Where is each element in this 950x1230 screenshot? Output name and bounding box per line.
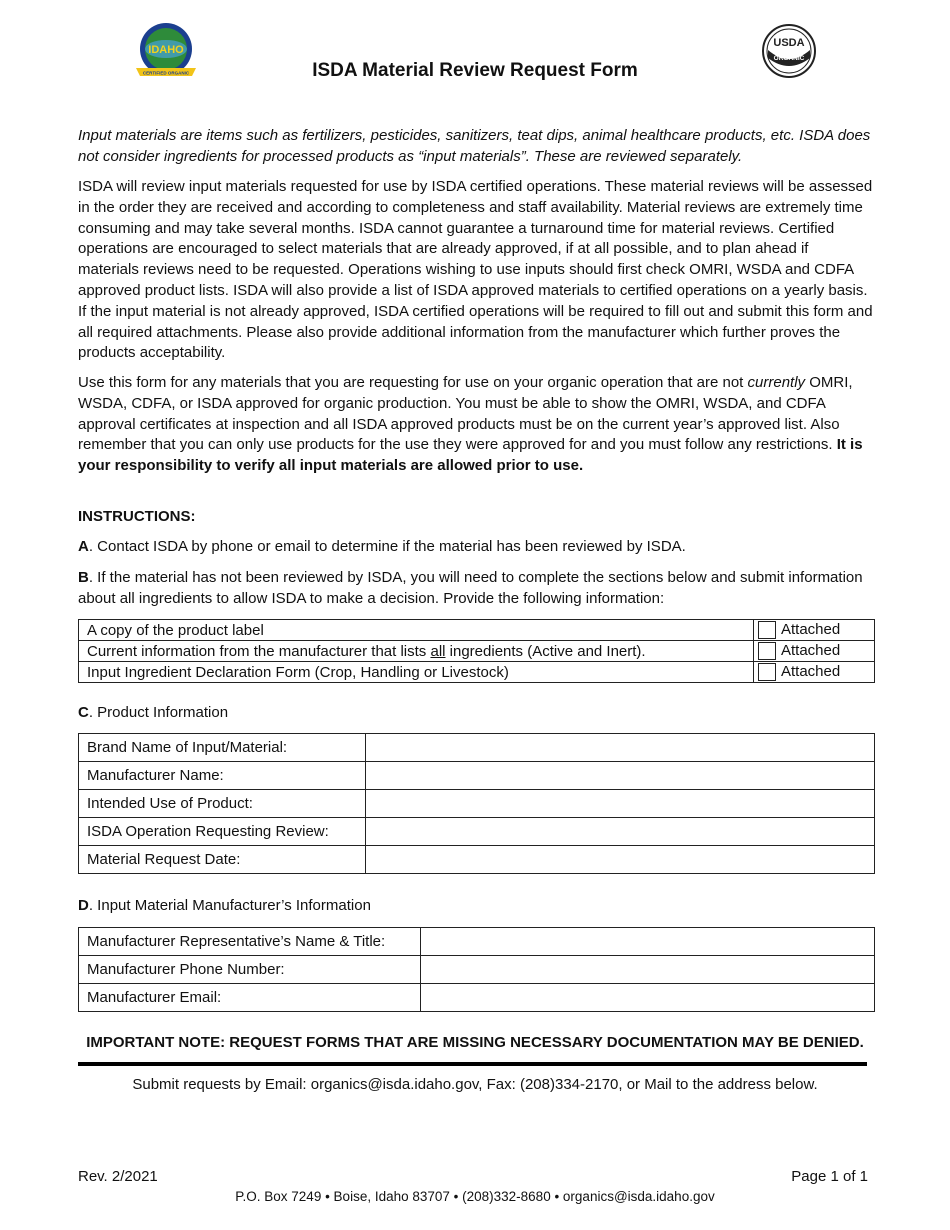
attachment-check: [754, 641, 875, 662]
brand-name-input[interactable]: [366, 734, 875, 762]
instructions-heading: INSTRUCTIONS:: [78, 508, 196, 525]
attached-label: Attached: [781, 620, 841, 638]
form-row: [79, 734, 875, 762]
divider: [78, 1062, 867, 1066]
field-label: Manufacturer Representative’s Name & Title:: [79, 928, 421, 956]
submit-instructions: Submit requests by Email: organics@isda.idaho.gov, Fax: (208)334-2170, or Mail to the address below.: [132, 1076, 818, 1093]
field-label: ISDA Operation Requesting Review:: [79, 818, 366, 846]
usage-text-a: Use this form for any materials that you are requesting for use on your organic operation that are not: [78, 374, 748, 391]
form-row: [79, 818, 875, 846]
field-label: Manufacturer Email:: [79, 984, 421, 1012]
page-title: ISDA Material Review Request Form: [312, 60, 638, 81]
form-row: [79, 790, 875, 818]
step-a-text: . Contact ISDA by phone or email to determine if the material has been reviewed by ISDA.: [88, 538, 686, 555]
field-label: Manufacturer Phone Number:: [79, 956, 421, 984]
usage-text-b: OMRI, WSDA, CDFA, or ISDA approved for organic production. You must be able to show the OMRI, WSDA, and CDFA approval certificates at inspection and all ISDA approved products must be on the current year’s approved list. Also remember that you can only use products for the use they were approved for and you must follow any restrictions.: [78, 374, 853, 454]
rep-name-input[interactable]: [421, 928, 875, 956]
form-row: [79, 984, 875, 1012]
intro-italic-paragraph: Input materials are items such as fertilizers, pesticides, sanitizers, teat dips, animal healthcare products, etc. ISDA does not consider ingredients for processed products as “input materials”. These are reviewed separately.: [78, 127, 871, 165]
attachment-row: [79, 620, 875, 641]
logo-idaho-text: IDAHO: [148, 44, 184, 56]
request-date-input[interactable]: [366, 846, 875, 874]
attachment-label-underlined: all: [430, 642, 446, 660]
footer-address: P.O. Box 7249 • Boise, Idaho 83707 • (208)332-8680 • organics@isda.idaho.gov: [235, 1189, 715, 1204]
attachment-check: [754, 662, 875, 683]
product-info-table: [78, 733, 875, 874]
logo-banner-text: CERTIFIED ORGANIC: [142, 70, 190, 76]
revision-label: Rev. 2/2021: [78, 1168, 158, 1185]
section-d-title: . Input Material Manufacturer’s Information: [88, 897, 371, 914]
attached-label: Attached: [781, 662, 841, 680]
field-label: Brand Name of Input/Material:: [79, 734, 366, 762]
attachment-label: Input Ingredient Declaration Form (Crop, Handling or Livestock): [79, 662, 754, 683]
usage-text-emphasis: currently: [747, 374, 806, 391]
attachment-label: A copy of the product label: [79, 620, 754, 641]
page-number: Page 1 of 1: [791, 1168, 868, 1185]
attached-checkbox[interactable]: [758, 642, 776, 660]
section-c-letter: C: [78, 704, 89, 721]
form-row: [79, 846, 875, 874]
step-a-letter: A: [78, 538, 89, 555]
important-note: IMPORTANT NOTE: REQUEST FORMS THAT ARE MISSING NECESSARY DOCUMENTATION MAY BE DENIED.: [86, 1034, 864, 1051]
attachment-row: [79, 662, 875, 683]
attachment-label: [79, 641, 754, 662]
attached-checkbox[interactable]: [758, 621, 776, 639]
attachment-row: [79, 641, 875, 662]
attachments-table: [78, 619, 875, 683]
intended-use-input[interactable]: [366, 790, 875, 818]
attachment-check: [754, 620, 875, 641]
step-b: [78, 568, 873, 610]
email-input[interactable]: [421, 984, 875, 1012]
usage-paragraph: [78, 373, 873, 477]
form-row: [79, 762, 875, 790]
section-d-heading: [78, 897, 371, 914]
phone-input[interactable]: [421, 956, 875, 984]
usage-text-bold: It is your responsibility to verify all input materials are allowed prior to use.: [78, 436, 863, 475]
seal-organic-text: ORGANIC: [773, 55, 805, 62]
form-row: [79, 928, 875, 956]
section-c-title: . Product Information: [88, 704, 229, 721]
operation-input[interactable]: [366, 818, 875, 846]
step-a: [78, 538, 686, 555]
seal-usda-text: USDA: [773, 37, 805, 49]
step-b-letter: B: [78, 569, 89, 586]
attachment-label-b: ingredients (Active and Inert).: [445, 642, 646, 660]
form-row: [79, 956, 875, 984]
section-d-letter: D: [78, 897, 89, 914]
field-label: Intended Use of Product:: [79, 790, 366, 818]
review-policy-paragraph: ISDA will review input materials requested for use by ISDA certified operations. These material reviews will be assessed in the order they are received and according to completeness and staff availability. Material reviews are extremely time consuming and may take several months. ISDA cannot guarantee a turnaround time for material reviews. Certified operations are encouraged to select materials that are already approved, if at all possible, and to plan ahead if materials reviews need to be requested. Operations wishing to use inputs should first check OMRI, WSDA and CDFA approved product lists. ISDA will also provide a list of ISDA approved materials to certified operations on a yearly basis. If the input material is not already approved, ISDA certified operations will be required to fill out and submit this form and all required attachments. Please also provide additional information from the manufacturer which further proves the products acceptability.: [78, 178, 873, 362]
attachment-label-a: Current information from the manufacturer that lists: [87, 642, 431, 660]
usda-organic-seal: [762, 24, 816, 78]
step-b-text: . If the material has not been reviewed by ISDA, you will need to complete the sections below and submit information about all ingredients to allow ISDA to make a decision. Provide the following information:: [78, 569, 863, 607]
attached-label: Attached: [781, 641, 841, 659]
field-label: Material Request Date:: [79, 846, 366, 874]
manufacturer-name-input[interactable]: [366, 762, 875, 790]
field-label: Manufacturer Name:: [79, 762, 366, 790]
attached-checkbox[interactable]: [758, 663, 776, 681]
manufacturer-info-table: [78, 927, 875, 1012]
section-c-heading: [78, 704, 228, 721]
